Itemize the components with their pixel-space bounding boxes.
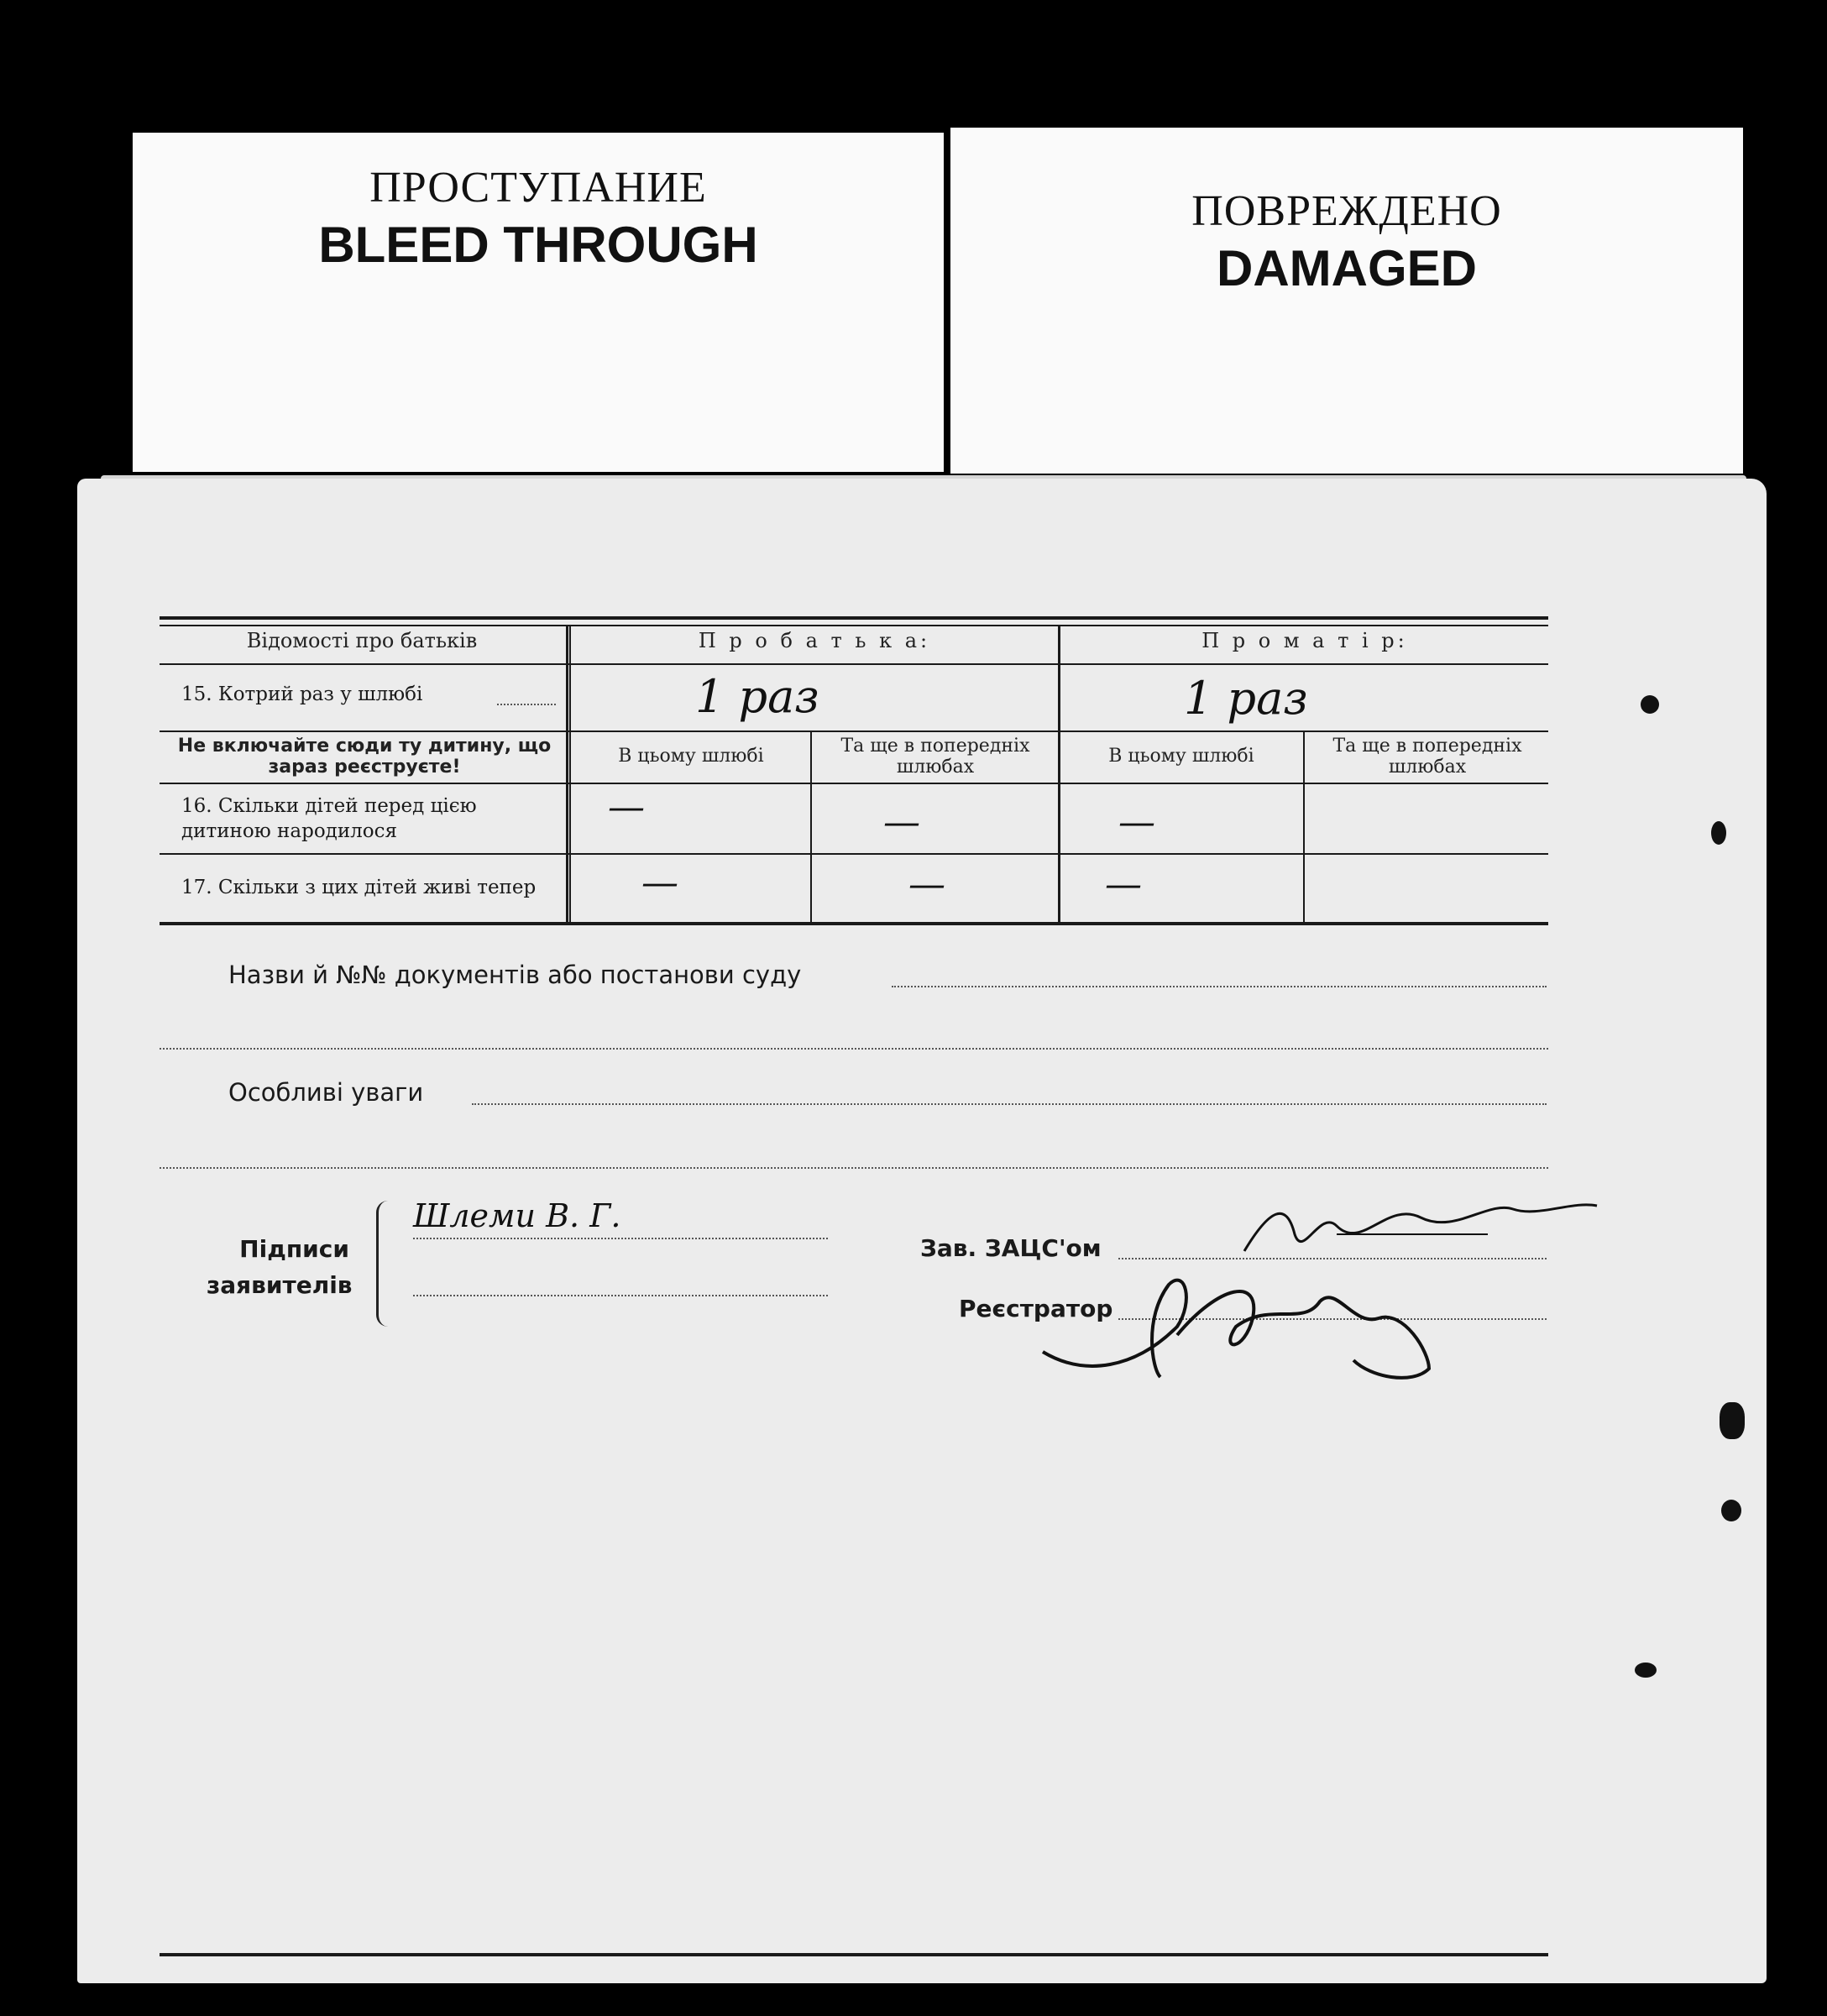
remarks-field-line	[472, 1103, 1547, 1105]
row16-bottom-rule	[160, 853, 1548, 855]
applicants-signatures-label: Підписи заявителів	[207, 1235, 353, 1300]
subheader-bottom-rule	[160, 783, 1548, 784]
bleed-through-en: BLEED THROUGH	[318, 217, 758, 273]
header-father: П р о б а т ь к а:	[698, 629, 931, 652]
documents-field-label: Назви й №№ документів або постанови суду	[228, 961, 802, 989]
punch-hole	[1635, 1663, 1657, 1678]
damaged-en: DAMAGED	[1217, 240, 1477, 296]
row15-father-value: 1 раз	[695, 670, 819, 723]
row16-father-this: —	[608, 786, 645, 829]
tear-damage	[1721, 1500, 1741, 1521]
row16-mother-this: —	[1118, 801, 1155, 844]
punch-hole	[1641, 695, 1659, 714]
applicant-signature-line-2	[413, 1295, 828, 1296]
page-bottom-rule	[160, 1953, 1548, 1956]
header-mother: П р о м а т і р:	[1201, 629, 1408, 652]
remarks-field-line-2	[160, 1167, 1548, 1169]
registrar-signature	[1034, 1251, 1471, 1394]
remarks-field-label: Особливі уваги	[228, 1078, 424, 1107]
row17-father-previous: —	[908, 863, 945, 906]
row15-bottom-rule	[160, 730, 1548, 732]
col-divider	[566, 626, 568, 924]
col-divider	[1303, 732, 1305, 924]
mother-in-this-marriage: В цьому шлюбі	[1108, 746, 1254, 767]
col-divider	[1058, 626, 1060, 924]
damaged-label	[950, 128, 1743, 474]
mother-previous-marriages: Та ще в попередніх шлюбах	[1332, 736, 1522, 778]
row16-father-previous: —	[883, 801, 920, 844]
col-divider	[569, 626, 571, 924]
tear-damage	[1711, 821, 1726, 845]
exclude-child-note: Не включайте сюди ту дитину, що зараз реєструєте!	[177, 736, 552, 778]
registrar-label: Реєстратор	[959, 1295, 1113, 1322]
row15-mother-value: 1 раз	[1184, 672, 1308, 725]
applicant-signature: Шлеми В. Г.	[413, 1197, 621, 1234]
header-bottom-rule	[160, 663, 1548, 665]
bleed-through-ru: ПРОСТУПАНИЕ	[369, 164, 707, 212]
row17-father-this: —	[641, 861, 678, 904]
head-zags-label: Зав. ЗАЦС'ом	[920, 1234, 1102, 1262]
bleed-through-label	[133, 133, 944, 472]
father-previous-marriages: Та ще в попередніх шлюбах	[840, 736, 1030, 778]
damaged-ru: ПОВРЕЖДЕНО	[1191, 187, 1502, 235]
col-divider	[810, 732, 812, 924]
table-top-rule	[160, 616, 1548, 620]
row15-label: 15. Котрий раз у шлюбі	[181, 683, 423, 705]
row15-leader	[497, 704, 556, 705]
table-top-rule-2	[160, 625, 1548, 626]
tear-damage	[1720, 1402, 1745, 1439]
documents-field-line	[892, 986, 1547, 987]
documents-field-line-2	[160, 1048, 1548, 1050]
table-bottom-rule	[160, 922, 1548, 925]
header-info-about-parents: Відомості про батьків	[246, 629, 478, 652]
father-in-this-marriage: В цьому шлюбі	[618, 746, 764, 767]
applicant-signature-line	[413, 1238, 828, 1239]
row17-label: 17. Скільки з цих дітей живі тепер	[181, 877, 537, 898]
row16-label: 16. Скільки дітей перед цією дитиною народилося	[181, 795, 477, 842]
document-page	[77, 479, 1767, 1983]
row17-mother-this: —	[1105, 863, 1142, 906]
brace	[376, 1201, 394, 1327]
